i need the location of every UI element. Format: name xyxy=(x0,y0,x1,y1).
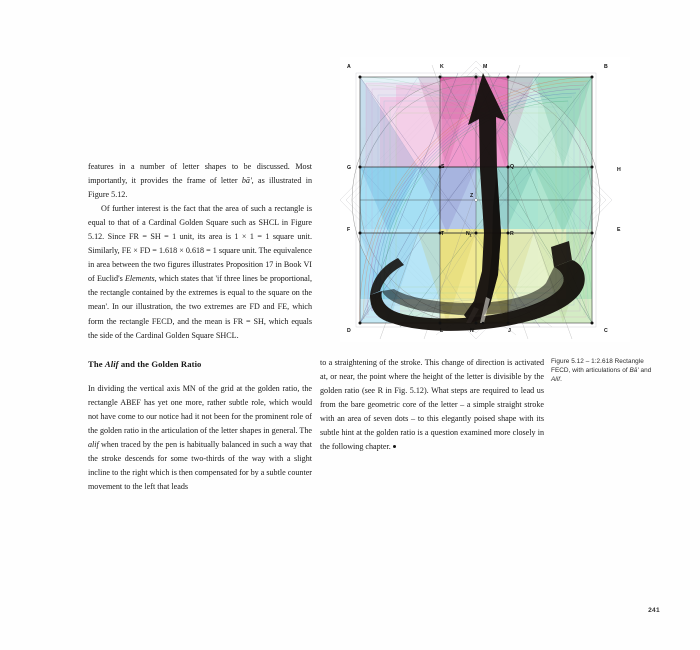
vertex-label-n1: $N_1$ xyxy=(466,231,472,238)
end-of-section-mark xyxy=(393,445,396,448)
figure-caption: Figure 5.12 – 1:2.618 Rectangle FECD, with articulations of Bā' and Alif. xyxy=(551,358,652,384)
vertex-label-a: A xyxy=(347,64,351,70)
vertex-label-q: Q xyxy=(510,164,515,170)
paragraph-alif-axis: In dividing the vertical axis MN of the grid at the golden ratio, the rectangle ABEF has yet one more, rather subtle role, which would not have come to our notice had it not been for the prominent role of the golden ratio in the articulation of the letter shapes in general. The alif when traced by the pen is habitually balanced in such a way that the stroke descends for some two-thirds of the way with a slight incline to the right which is then compensated for by a subtle counter movement to the left that leads xyxy=(88,383,312,491)
vertex-label-r: R xyxy=(510,231,514,237)
vertex-label-z: Z xyxy=(470,193,474,199)
vertex-label-n: N xyxy=(470,328,474,334)
section-heading-alif-golden-ratio: The Alif and the Golden Ratio xyxy=(88,358,202,369)
vertex-label-m: M xyxy=(483,64,488,70)
paragraph-golden-square: Of further interest is the fact that the area of such a rectangle is equal to that of a Cardinal Golden Square such as SHCL in Figure 5.12. Since FR = SH = 1 unit, its area is 1 × 1 = 1 square unit. Similarly, FE × FD = 1.618 × 0.618 = 1 square unit. The equivalence in area between the two figures illustrates Proposition 17 in Book VI of Euclid's Elements, which states that 'if three lines be proportional, the rectangle contained by the extremes is equal to the square on the mean'. In our illustration, the two extremes are FD and FE, which form the rectangle FECD, and the mean is FR = SH, which equals the side of the Cardinal Golden Square SHCL. xyxy=(88,204,312,340)
vertex-label-t: T xyxy=(441,231,445,237)
vertex-label-s: S xyxy=(441,164,445,170)
vertex-label-j: J xyxy=(508,328,511,334)
vertex-label-g: G xyxy=(347,165,352,171)
vertex-label-d: D xyxy=(347,328,351,334)
vertex-label-e: E xyxy=(617,227,621,233)
middle-text-column xyxy=(320,356,544,454)
paragraph-continuation: features in a number of letter shapes to be discussed. Most importantly, it provides the frame of letter bā', as illustrated in Figure 5.12. xyxy=(88,162,312,200)
left-text-column xyxy=(88,160,312,494)
vertex-label-h: H xyxy=(617,167,621,173)
vertex-label-f: F xyxy=(347,227,351,233)
figure-5-12-diagram xyxy=(340,57,630,342)
vertex-label-c: C xyxy=(604,328,608,334)
vertex-label-b: B xyxy=(604,64,608,70)
page-number: 241 xyxy=(648,607,660,614)
vertex-label-l: L xyxy=(440,328,444,334)
paragraph-straightening-stroke: to a straightening of the stroke. This change of direction is activated at, or near, the point where the height of the letter is divisible by the golden ratio (see R in Fig. 5.12). What steps are required to lead us from the bare geometric core of the letter – a simple straight stroke with an area of seven dots – to this elegantly poised shape with its subtle hint at the golden ratio is a question examined more closely in the following chapter. xyxy=(320,358,544,452)
vertex-label-k: K xyxy=(440,64,444,70)
